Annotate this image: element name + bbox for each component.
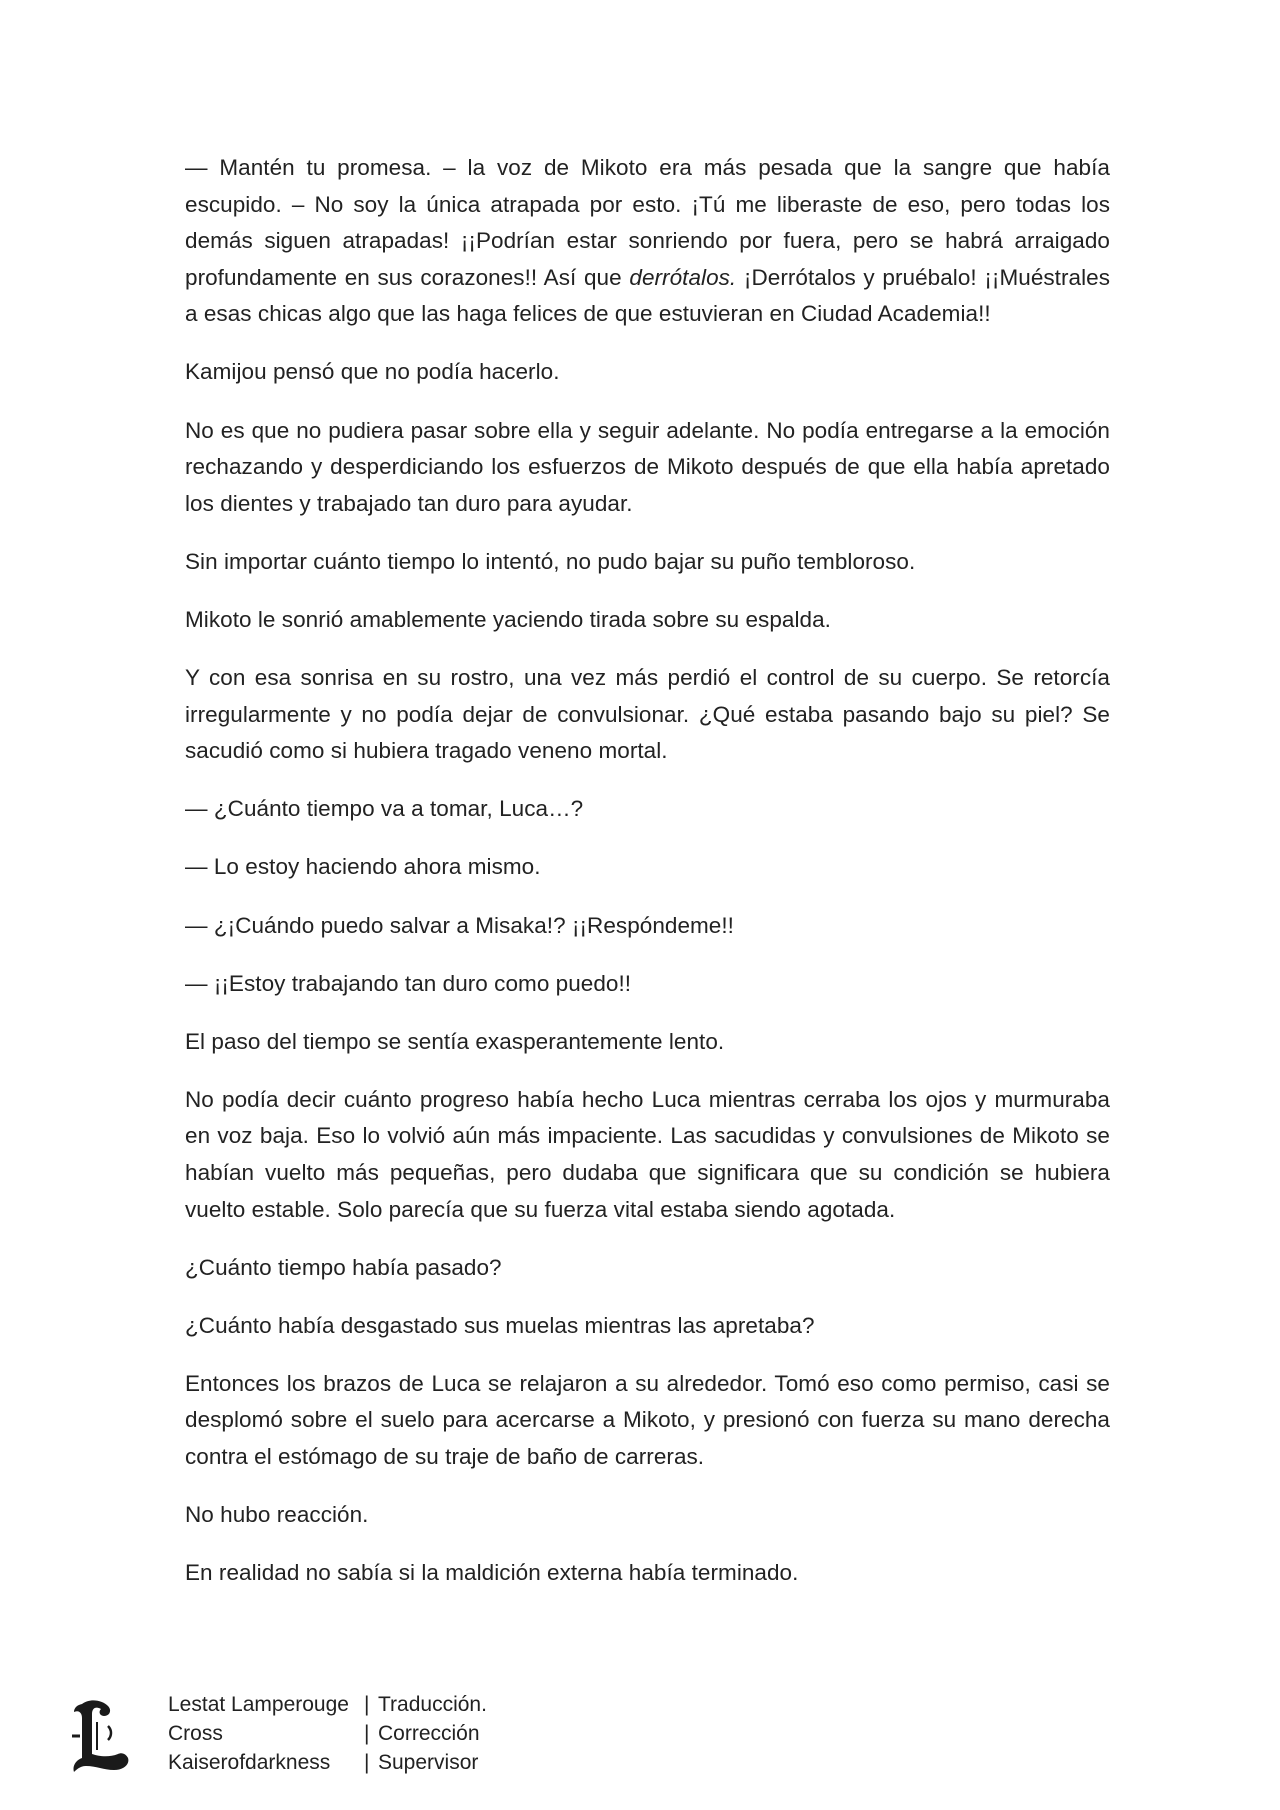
credit-separator: | (364, 1693, 370, 1716)
paragraph: El paso del tiempo se sentía exasperantemente lento. (185, 1028, 725, 1054)
paragraph: En realidad no sabía si la maldición externa había terminado. (185, 1560, 799, 1586)
credit-role: Traducción. (378, 1693, 487, 1716)
paragraph: No podía decir cuánto progreso había hecho Luca mientras cerraba los ojos y murmuraba en voz baja. Eso lo volvió aún más impaciente. Las sacudidas y convulsiones de Mikoto se habían vuelto más pequeñas, pero dudaba que significara que su condición se hubiera vuelto estable. Solo parecía que su fuerza vital estaba siendo agotada. (185, 1086, 1110, 1222)
dialogue-line: — ¿¡Cuándo puedo salvar a Misaka!? ¡¡Respóndeme!! (185, 912, 734, 938)
credit-row (168, 1748, 487, 1777)
dialogue-line: — ¿Cuánto tiempo va a tomar, Luca…? (185, 796, 584, 822)
paragraph-text: — Mantén tu promesa. – la voz de Mikoto era más pesada que la sangre que había escupido. – No soy la única atrapada por esto. ¡Tú me liberaste de eso, pero todas los demás siguen atrapadas! ¡¡Podrían estar sonriendo por fuera, pero se habrá arraigado profundamente en sus corazones!! Así que (185, 155, 1110, 290)
gothic-letter-l-logo-icon (68, 1696, 136, 1774)
dialogue-line: — Lo estoy haciendo ahora mismo. (185, 854, 541, 880)
gothic-letter-l-logo-icon (68, 1696, 136, 1774)
paragraph-text: ¡Derrótalos y pruébalo! ¡¡Muéstrales a esas chicas algo que las haga felices de que estuvieran en Ciudad Academia!! (185, 264, 1110, 327)
credit-row (168, 1719, 487, 1748)
paragraph: Y con esa sonrisa en su rostro, una vez más perdió el control de su cuerpo. Se retorcía irregularmente y no podía dejar de convulsionar. ¿Qué estaba pasando bajo su piel? Se sacudió como si hubiera tragado veneno mortal. (185, 665, 1110, 764)
credits-list (168, 1690, 487, 1777)
paragraph: Sin importar cuánto tiempo lo intentó, no pudo bajar su puño tembloroso. (185, 548, 916, 574)
paragraph: ¿Cuánto tiempo había pasado? (185, 1254, 502, 1280)
paragraph: ¿Cuánto había desgastado sus muelas mientras las apretaba? (185, 1312, 815, 1338)
paragraph: Kamijou pensó que no podía hacerlo. (185, 359, 560, 385)
credit-role: Corrección (378, 1722, 480, 1745)
paragraph: Mikoto le sonrió amablemente yaciendo tirada sobre su espalda. (185, 606, 831, 632)
credit-name: Lestat Lamperouge (168, 1693, 349, 1716)
credit-separator: | (364, 1722, 370, 1745)
paragraph (185, 150, 1110, 333)
credit-name: Cross (168, 1722, 223, 1745)
paragraph: No hubo reacción. (185, 1502, 369, 1528)
dialogue-line: — ¡¡Estoy trabajando tan duro como puedo!! (185, 970, 632, 996)
credit-row (168, 1690, 487, 1719)
credit-role: Supervisor (378, 1751, 479, 1774)
credit-separator: | (364, 1751, 370, 1774)
credit-name: Kaiserofdarkness (168, 1751, 331, 1774)
paragraph: No es que no pudiera pasar sobre ella y seguir adelante. No podía entregarse a la emoción rechazando y desperdiciando los esfuerzos de Mikoto después de que ella había apretado los dientes y trabajado tan duro para ayudar. (185, 417, 1110, 516)
translation-credits-footer (68, 1690, 588, 1780)
emphasized-text: derrótalos. (629, 264, 737, 290)
document-body (185, 150, 1110, 1613)
paragraph: Entonces los brazos de Luca se relajaron a su alrededor. Tomó eso como permiso, casi se desplomó sobre el suelo para acercarse a Mikoto, y presionó con fuerza su mano derecha contra el estómago de su traje de baño de carreras. (185, 1370, 1110, 1470)
